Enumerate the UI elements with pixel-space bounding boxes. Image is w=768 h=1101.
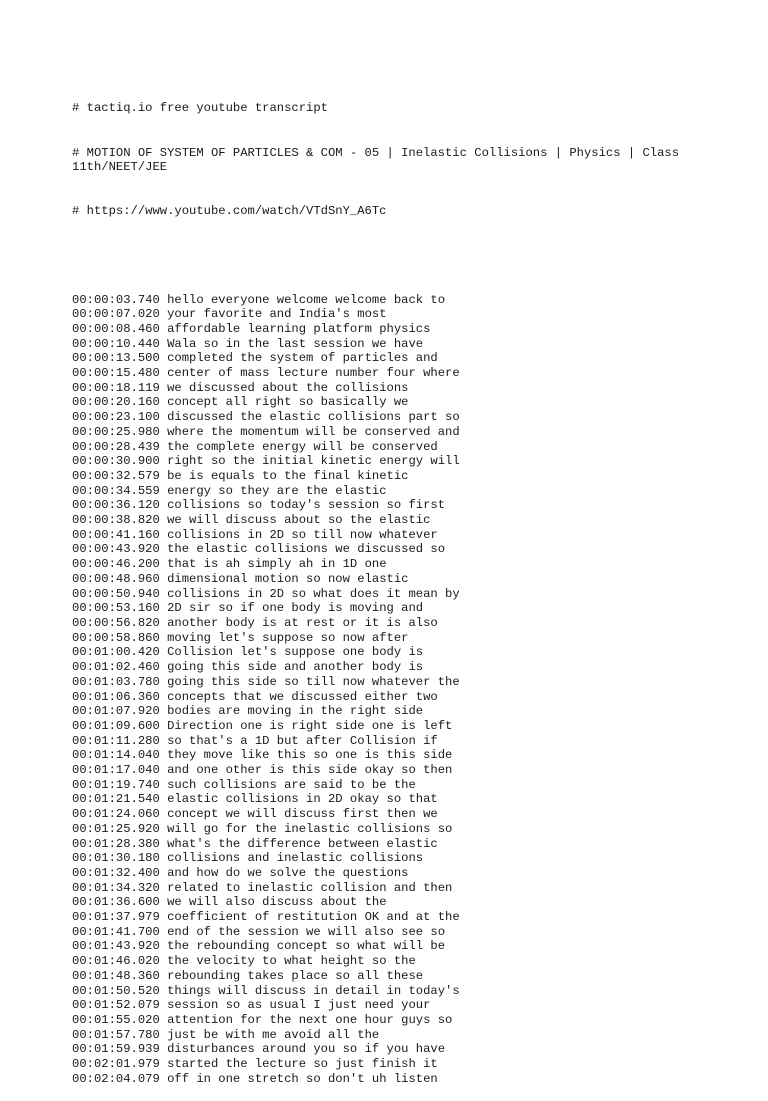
transcript-line (72, 984, 712, 999)
transcript-line (72, 1057, 712, 1072)
timestamp: 00:01:41.700 (72, 924, 160, 939)
caption-text: right so the initial kinetic energy will (167, 454, 460, 469)
caption-text: Direction one is right side one is left (167, 718, 453, 733)
caption-text: affordable learning platform physics (167, 321, 431, 336)
caption-text: rebounding takes place so all these (167, 968, 424, 983)
timestamp: 00:02:01.979 (72, 1057, 160, 1072)
transcript-line (72, 351, 712, 366)
timestamp: 00:00:23.100 (72, 410, 160, 425)
caption-text: and how do we solve the questions (167, 865, 409, 880)
timestamp: 00:00:34.559 (72, 483, 160, 498)
caption-text: the velocity to what height so the (167, 954, 416, 969)
caption-text: we will also discuss about the (167, 895, 387, 910)
header-spacer (72, 248, 712, 263)
timestamp: 00:00:56.820 (72, 616, 160, 630)
transcript-line (72, 778, 712, 793)
caption-text: end of the session we will also see so (167, 924, 446, 939)
transcript-line (72, 851, 712, 866)
timestamp: 00:00:38.820 (72, 513, 160, 528)
header-source-line: # tactiq.io free youtube transcript (72, 101, 328, 116)
transcript-line (72, 293, 712, 308)
transcript-line (72, 542, 712, 557)
timestamp: 00:00:50.940 (72, 586, 160, 601)
transcript-line (72, 925, 712, 940)
transcript-line (72, 572, 712, 587)
caption-text: bodies are moving in the right side (167, 704, 424, 719)
transcript-line (72, 410, 712, 425)
timestamp: 00:01:07.920 (72, 704, 160, 719)
timestamp: 00:01:48.360 (72, 968, 160, 983)
transcript-line (72, 616, 712, 631)
caption-text: the elastic collisions we discussed so (167, 542, 446, 557)
timestamp: 00:00:07.020 (72, 307, 160, 322)
caption-text: and one other is this side okay so then (167, 763, 453, 778)
transcript-line (72, 557, 712, 572)
caption-text: collisions and inelastic collisions (167, 851, 424, 866)
timestamp: 00:01:28.380 (72, 836, 160, 851)
transcript-line (72, 484, 712, 499)
transcript-line (72, 807, 712, 822)
caption-text: Wala so in the last session we have (167, 336, 424, 351)
timestamp: 00:00:18.119 (72, 380, 160, 395)
caption-text: center of mass lecture number four where (167, 366, 460, 381)
transcript-line (72, 748, 712, 763)
transcript-line (72, 822, 712, 837)
caption-text: concepts that we discussed either two (167, 689, 438, 704)
transcript-line (72, 469, 712, 484)
transcript-line (72, 601, 712, 616)
transcript-line (72, 395, 712, 410)
timestamp: 00:00:46.200 (72, 557, 160, 572)
caption-text: just be with me avoid all the (167, 1027, 380, 1042)
timestamp: 00:01:21.540 (72, 792, 160, 807)
timestamp: 00:01:00.420 (72, 645, 160, 660)
timestamp: 00:00:10.440 (72, 336, 160, 351)
timestamp: 00:01:43.920 (72, 939, 160, 954)
transcript-line (72, 895, 712, 910)
timestamp: 00:01:57.780 (72, 1027, 160, 1042)
timestamp: 00:00:13.500 (72, 351, 160, 366)
caption-text: concept all right so basically we (167, 395, 409, 410)
transcript-line (72, 587, 712, 602)
caption-text: dimensional motion so now elastic (167, 571, 409, 586)
transcript-line (72, 1042, 712, 1057)
caption-text: what's the difference between elastic (167, 836, 438, 851)
caption-text: the rebounding concept so what will be (167, 939, 446, 954)
caption-text: related to inelastic collision and then (167, 880, 453, 895)
caption-text: another body is at rest or it is also (167, 616, 438, 630)
transcript-line (72, 690, 712, 705)
timestamp: 00:00:41.160 (72, 527, 160, 542)
transcript-line (72, 322, 712, 337)
timestamp: 00:01:46.020 (72, 954, 160, 969)
caption-text: going this side so till now whatever the (167, 674, 460, 689)
timestamp: 00:01:19.740 (72, 777, 160, 792)
transcript-line (72, 498, 712, 513)
caption-text: energy so they are the elastic (167, 483, 387, 498)
timestamp: 00:00:28.439 (72, 439, 160, 454)
timestamp: 00:00:03.740 (72, 292, 160, 307)
caption-text: disturbances around you so if you have (167, 1042, 446, 1057)
transcript-line (72, 454, 712, 469)
transcript-line (72, 660, 712, 675)
timestamp: 00:01:55.020 (72, 1012, 160, 1027)
timestamp: 00:00:53.160 (72, 601, 160, 616)
timestamp: 00:00:32.579 (72, 468, 160, 483)
caption-text: moving let's suppose so now after (167, 630, 409, 645)
transcript-line (72, 366, 712, 381)
caption-text: will go for the inelastic collisions so (167, 821, 453, 836)
caption-text: so that's a 1D but after Collision if (167, 733, 438, 748)
caption-text: session so as usual I just need your (167, 998, 431, 1013)
caption-text: completed the system of particles and (167, 351, 438, 366)
transcript-line (72, 763, 712, 778)
timestamp: 00:01:06.360 (72, 689, 160, 704)
caption-text: concept we will discuss first then we (167, 807, 438, 822)
caption-text: off in one stretch so don't uh listen (167, 1071, 438, 1086)
transcript-line (72, 969, 712, 984)
transcript-line (72, 528, 712, 543)
caption-text: we discussed about the collisions (167, 380, 409, 395)
timestamp: 00:00:08.460 (72, 321, 160, 336)
transcript-line (72, 381, 712, 396)
transcript-line (72, 866, 712, 881)
transcript-line (72, 675, 712, 690)
caption-text: 2D sir so if one body is moving and (167, 601, 424, 616)
caption-text: going this side and another body is (167, 660, 424, 675)
caption-text: collisions in 2D so till now whatever (167, 527, 438, 542)
timestamp: 00:01:03.780 (72, 674, 160, 689)
caption-text: they move like this so one is this side (167, 748, 453, 763)
caption-text: discussed the elastic collisions part so (167, 410, 460, 425)
transcript-document (72, 72, 712, 1101)
timestamp: 00:01:34.320 (72, 880, 160, 895)
caption-text: hello everyone welcome welcome back to (167, 292, 446, 307)
caption-text: coefficient of restitution OK and at the (167, 910, 460, 925)
caption-text: be is equals to the final kinetic (167, 468, 409, 483)
timestamp: 00:00:43.920 (72, 542, 160, 557)
transcript-line (72, 645, 712, 660)
transcript-line (72, 513, 712, 528)
timestamp: 00:01:09.600 (72, 718, 160, 733)
caption-text: your favorite and India's most (167, 307, 387, 322)
caption-text: where the momentum will be conserved and (167, 424, 460, 439)
transcript-line (72, 704, 712, 719)
transcript-line (72, 1013, 712, 1028)
transcript-line (72, 719, 712, 734)
timestamp: 00:01:25.920 (72, 821, 160, 836)
timestamp: 00:01:52.079 (72, 998, 160, 1013)
timestamp: 00:01:11.280 (72, 733, 160, 748)
timestamp: 00:00:15.480 (72, 366, 160, 381)
caption-text: that is ah simply ah in 1D one (167, 557, 387, 572)
timestamp: 00:01:17.040 (72, 763, 160, 778)
timestamp: 00:00:58.860 (72, 630, 160, 645)
transcript-line (72, 998, 712, 1013)
timestamp: 00:00:36.120 (72, 498, 160, 513)
transcript-line (72, 1072, 712, 1087)
transcript-line (72, 440, 712, 455)
timestamp: 00:01:24.060 (72, 807, 160, 822)
transcript-line (72, 337, 712, 352)
transcript-line (72, 881, 712, 896)
transcript-lines (72, 293, 712, 1087)
transcript-line (72, 307, 712, 322)
transcript-line (72, 734, 712, 749)
transcript-line (72, 425, 712, 440)
caption-text: things will discuss in detail in today's (167, 983, 460, 998)
transcript-line (72, 910, 712, 925)
transcript-line (72, 939, 712, 954)
timestamp: 00:01:32.400 (72, 865, 160, 880)
timestamp: 00:01:59.939 (72, 1042, 160, 1057)
timestamp: 00:01:36.600 (72, 895, 160, 910)
caption-text: attention for the next one hour guys so (167, 1012, 453, 1027)
transcript-line (72, 631, 712, 646)
header-video-title: # MOTION OF SYSTEM OF PARTICLES & COM - 05 | Inelastic Collisions | Physics | Class 11th/NEET/JEE (72, 145, 687, 175)
transcript-line (72, 1028, 712, 1043)
timestamp: 00:00:48.960 (72, 571, 160, 586)
timestamp: 00:01:37.979 (72, 910, 160, 925)
caption-text: collisions so today's session so first (167, 498, 446, 513)
timestamp: 00:00:25.980 (72, 424, 160, 439)
transcript-line (72, 837, 712, 852)
timestamp: 00:00:30.900 (72, 454, 160, 469)
transcript-line (72, 954, 712, 969)
timestamp: 00:00:20.160 (72, 395, 160, 410)
caption-text: elastic collisions in 2D okay so that (167, 792, 438, 807)
caption-text: Collision let's suppose one body is (167, 645, 424, 660)
timestamp: 00:01:02.460 (72, 660, 160, 675)
header-video-url: # https://www.youtube.com/watch/VTdSnY_A6Tc (72, 204, 387, 219)
caption-text: we will discuss about so the elastic (167, 513, 431, 528)
caption-text: collisions in 2D so what does it mean by (167, 586, 460, 601)
timestamp: 00:01:50.520 (72, 983, 160, 998)
transcript-line (72, 792, 712, 807)
timestamp: 00:01:30.180 (72, 851, 160, 866)
caption-text: the complete energy will be conserved (167, 439, 438, 454)
caption-text: such collisions are said to be the (167, 777, 416, 792)
timestamp: 00:02:04.079 (72, 1071, 160, 1086)
timestamp: 00:01:14.040 (72, 748, 160, 763)
caption-text: started the lecture so just finish it (167, 1057, 438, 1072)
